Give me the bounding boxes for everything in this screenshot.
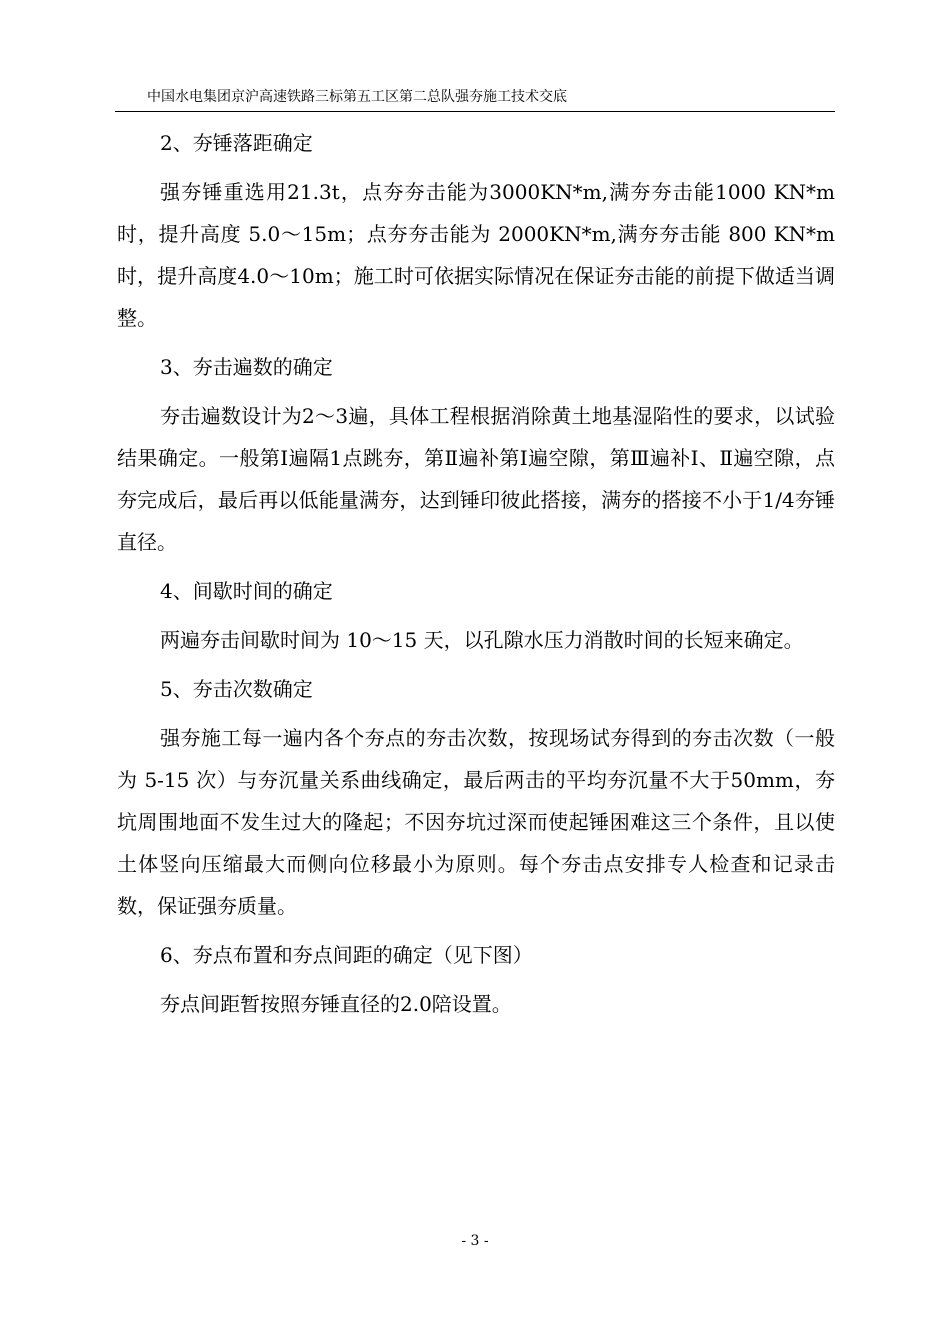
section-heading: 3、夯击遍数的确定 (160, 355, 333, 379)
section-paragraph: 两遍夯击间歇时间为 10～15 天，以孔隙水压力消散时间的长短来确定。 (160, 628, 804, 652)
section-paragraph: 强夯施工每一遍内各个夯点的夯击次数，按现场试夯得到的夯击次数（一般为 5-15 次）与夯沉量关系曲线确定，最后两击的平均夯沉量不大于50mm，夯坑周围地面不发生过大的隆起；不因夯坑过深而使起锤困难这三个条件，且以使土体竖向压缩最大而侧向位移最小为原则。每个夯击点安排专人检查和记录击数，保证强夯质量。 (117, 726, 835, 918)
document-body (117, 122, 835, 1032)
section-paragraph: 夯点间距暂按照夯锤直径的2.0陪设置。 (160, 992, 512, 1016)
section-heading: 6、夯点布置和夯点间距的确定（见下图） (160, 943, 533, 967)
section-paragraph: 夯击遍数设计为2～3遍，具体工程根据消除黄土地基湿陷性的要求，以试验结果确定。一般第Ⅰ遍隔1点跳夯，第Ⅱ遍补第Ⅰ遍空隙，第Ⅲ遍补Ⅰ、Ⅱ遍空隙，点夯完成后，最后再以低能量满夯，达到锤印彼此搭接，满夯的搭接不小于1/4夯锤直径。 (117, 404, 835, 554)
section-heading: 5、夯击次数确定 (160, 677, 313, 701)
section-heading: 4、间歇时间的确定 (160, 579, 333, 603)
section-heading: 2、夯锤落距确定 (160, 131, 313, 155)
header-rule (115, 111, 835, 112)
page-number: - 3 - (461, 1233, 489, 1249)
page-header: 中国水电集团京沪高速铁路三标第五工区第二总队强夯施工技术交底 (147, 89, 567, 105)
section-paragraph: 强夯锤重选用21.3t，点夯夯击能为3000KN*m,满夯夯击能1000 KN*m时，提升高度 5.0～15m；点夯夯击能为 2000KN*m,满夯夯击能 800 KN*m时，提升高度4.0～10m；施工时可依据实际情况在保证夯击能的前提下做适当调整。 (117, 180, 835, 330)
